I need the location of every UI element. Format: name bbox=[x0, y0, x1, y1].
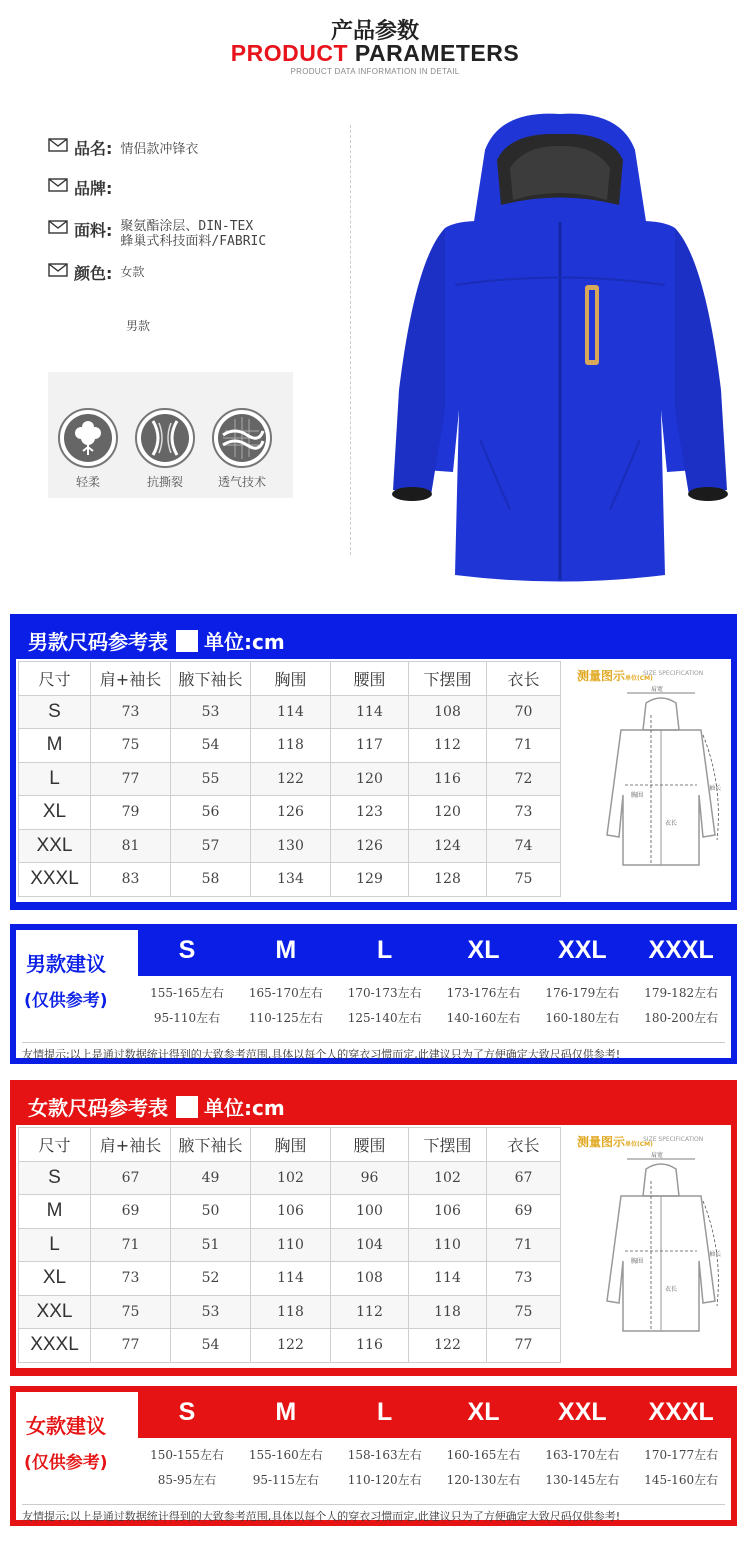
info-brand-row bbox=[48, 176, 120, 199]
measure-cell: 50 bbox=[171, 1195, 251, 1229]
men-table-title bbox=[28, 626, 285, 655]
size-cell: L bbox=[19, 762, 91, 796]
men-rec-label bbox=[16, 930, 138, 1035]
rec-size-label: XL bbox=[467, 1398, 500, 1426]
info-divider bbox=[350, 125, 351, 555]
measure-cell: 124 bbox=[409, 829, 487, 863]
measure-cell: 53 bbox=[171, 1295, 251, 1329]
rec-weight-range: 125-140左右 bbox=[347, 1011, 422, 1025]
column-header: 腰围 bbox=[331, 662, 409, 696]
diagram-unit: 单位(CM) bbox=[625, 1141, 653, 1148]
men-table-unit: 单位:cm bbox=[204, 630, 285, 654]
measure-cell: 123 bbox=[331, 796, 409, 830]
men-size-table bbox=[18, 661, 561, 897]
size-cell: S bbox=[19, 695, 91, 729]
measure-cell: 81 bbox=[91, 829, 171, 863]
envelope-icon bbox=[48, 220, 68, 234]
column-header: 肩+袖长 bbox=[91, 662, 171, 696]
measure-cell: 75 bbox=[487, 863, 561, 897]
info-fabric-row bbox=[48, 218, 266, 250]
length-label: 衣长 bbox=[665, 1286, 678, 1293]
measure-cell: 55 bbox=[171, 762, 251, 796]
size-cell: XXXL bbox=[19, 863, 91, 897]
diagram-title-text: 测量图示 bbox=[577, 1135, 626, 1149]
diagram-subtitle: SIZE SPECIFICATION bbox=[643, 670, 704, 677]
rec-size-label: L bbox=[377, 936, 393, 964]
measure-cell: 106 bbox=[251, 1195, 331, 1229]
measure-cell: 54 bbox=[171, 729, 251, 763]
rec-weight-range: 110-125左右 bbox=[248, 1011, 323, 1025]
measure-cell: 71 bbox=[487, 729, 561, 763]
diagram-unit: 单位(CM) bbox=[625, 675, 653, 682]
rec-height-range: 165-170左右 bbox=[248, 986, 323, 1000]
length-label: 衣长 bbox=[665, 820, 678, 827]
measure-cell: 71 bbox=[487, 1228, 561, 1262]
measure-cell: 75 bbox=[487, 1295, 561, 1329]
men-table-title-text: 男款尺码参考表 bbox=[28, 630, 168, 654]
envelope-icon bbox=[48, 263, 68, 277]
measure-cell: 51 bbox=[171, 1228, 251, 1262]
title-square-marker bbox=[176, 1096, 198, 1118]
column-header: 腰围 bbox=[331, 1128, 409, 1162]
women-rec-title: 女款建议 bbox=[26, 1414, 106, 1438]
men-rec-note: (仅供参考) bbox=[24, 991, 108, 1011]
section-title-en bbox=[0, 40, 750, 67]
rec-height-range: 163-170左右 bbox=[545, 1448, 620, 1462]
measure-cell: 129 bbox=[331, 863, 409, 897]
title-square-marker bbox=[176, 630, 198, 652]
measure-cell: 70 bbox=[487, 695, 561, 729]
color-label: 颜色: bbox=[74, 264, 113, 283]
feature-label: 透气技术 bbox=[217, 475, 266, 489]
feature-tear-resistant bbox=[130, 407, 200, 490]
column-header: 胸围 bbox=[251, 1128, 331, 1162]
men-size-table-panel bbox=[10, 614, 737, 910]
table-row bbox=[19, 695, 561, 729]
measure-cell: 73 bbox=[487, 796, 561, 830]
rec-weight-range: 130-145左右 bbox=[545, 1473, 620, 1487]
measure-cell: 96 bbox=[331, 1161, 409, 1195]
table-row bbox=[19, 729, 561, 763]
measure-cell: 49 bbox=[171, 1161, 251, 1195]
name-value: 情侣款冲锋衣 bbox=[120, 142, 199, 157]
measure-cell: 108 bbox=[409, 695, 487, 729]
table-row bbox=[19, 1195, 561, 1229]
measure-cell: 114 bbox=[251, 695, 331, 729]
measure-cell: 112 bbox=[409, 729, 487, 763]
women-rec-note: (仅供参考) bbox=[24, 1453, 108, 1473]
jacket-outline-icon bbox=[591, 1151, 731, 1341]
measure-cell: 120 bbox=[331, 762, 409, 796]
women-table-title-text: 女款尺码参考表 bbox=[28, 1096, 168, 1120]
measure-cell: 106 bbox=[409, 1195, 487, 1229]
cotton-icon bbox=[57, 407, 119, 469]
measure-cell: 52 bbox=[171, 1262, 251, 1296]
feature-panel bbox=[48, 372, 293, 498]
measure-cell: 77 bbox=[91, 762, 171, 796]
rec-weight-range: 95-110左右 bbox=[153, 1011, 221, 1025]
women-table-body bbox=[16, 1125, 731, 1368]
info-color-row bbox=[48, 261, 144, 284]
size-cell: M bbox=[19, 729, 91, 763]
diagram-title bbox=[577, 667, 653, 684]
measure-cell: 108 bbox=[331, 1262, 409, 1296]
measure-cell: 102 bbox=[251, 1161, 331, 1195]
measure-cell: 71 bbox=[91, 1228, 171, 1262]
table-row bbox=[19, 1329, 561, 1363]
table-row bbox=[19, 1262, 561, 1296]
measure-cell: 100 bbox=[331, 1195, 409, 1229]
measure-cell: 72 bbox=[487, 762, 561, 796]
measure-cell: 110 bbox=[409, 1228, 487, 1262]
measure-cell: 73 bbox=[91, 1262, 171, 1296]
size-cell: XXXL bbox=[19, 1329, 91, 1363]
chest-label: 胸围 bbox=[631, 792, 644, 799]
column-header: 衣长 bbox=[487, 1128, 561, 1162]
men-table-body bbox=[16, 659, 731, 902]
size-cell: M bbox=[19, 1195, 91, 1229]
measure-cell: 74 bbox=[487, 829, 561, 863]
rec-weight-range: 160-180左右 bbox=[545, 1011, 620, 1025]
info-name-row bbox=[48, 136, 198, 159]
column-header: 腋下袖长 bbox=[171, 1128, 251, 1162]
section-title-cn: 产品参数 bbox=[330, 19, 419, 44]
size-cell: XXL bbox=[19, 829, 91, 863]
table-row bbox=[19, 762, 561, 796]
women-rec-size-band bbox=[138, 1392, 731, 1438]
rec-size-label: XXL bbox=[558, 1398, 607, 1426]
measure-cell: 53 bbox=[171, 695, 251, 729]
rec-height-range: 155-165左右 bbox=[150, 986, 224, 1000]
rec-size-label: XL bbox=[467, 936, 500, 964]
feature-label: 抗撕裂 bbox=[146, 475, 183, 489]
men-rec-size-band bbox=[138, 930, 731, 976]
breathable-icon bbox=[211, 407, 273, 469]
title-word-product: PRODUCT bbox=[230, 40, 349, 66]
women-rec-tip: 友情提示:以上是通过数据统计得到的大致参考范围,具体以每个人的穿衣习惯而定,此建议只为了方便确定大致尺码仅供参考! bbox=[22, 1504, 725, 1524]
table-row bbox=[19, 1228, 561, 1262]
women-size-table bbox=[18, 1127, 561, 1363]
measure-cell: 118 bbox=[409, 1295, 487, 1329]
size-cell: XL bbox=[19, 796, 91, 830]
measure-cell: 104 bbox=[331, 1228, 409, 1262]
column-header: 胸围 bbox=[251, 662, 331, 696]
chest-label: 胸围 bbox=[631, 1258, 644, 1265]
section-subtitle: PRODUCT DATA INFORMATION IN DETAIL bbox=[290, 67, 460, 76]
feature-breathable bbox=[207, 407, 277, 490]
jacket-product-image bbox=[385, 110, 735, 585]
measure-cell: 56 bbox=[171, 796, 251, 830]
measure-cell: 77 bbox=[91, 1329, 171, 1363]
women-rec-label bbox=[16, 1392, 138, 1497]
measure-cell: 114 bbox=[331, 695, 409, 729]
measure-cell: 79 bbox=[91, 796, 171, 830]
women-measure-diagram bbox=[571, 1133, 731, 1348]
measure-cell: 116 bbox=[409, 762, 487, 796]
shoulder-label: 肩宽 bbox=[651, 1152, 664, 1159]
measure-cell: 112 bbox=[331, 1295, 409, 1329]
color-women: 女款 bbox=[120, 265, 145, 279]
measure-cell: 54 bbox=[171, 1329, 251, 1363]
measure-cell: 122 bbox=[251, 1329, 331, 1363]
men-rec-title: 男款建议 bbox=[26, 952, 106, 976]
table-header-row bbox=[19, 662, 561, 696]
measure-cell: 73 bbox=[487, 1262, 561, 1296]
column-header: 腋下袖长 bbox=[171, 662, 251, 696]
measure-cell: 75 bbox=[91, 1295, 171, 1329]
rec-size-label: S bbox=[178, 1398, 196, 1426]
rec-weight-range: 180-200左右 bbox=[644, 1011, 719, 1025]
rec-height-range: 158-163左右 bbox=[347, 1448, 422, 1462]
name-label: 品名: bbox=[74, 139, 113, 158]
rec-size-label: M bbox=[275, 1398, 297, 1426]
column-header: 肩+袖长 bbox=[91, 1128, 171, 1162]
measure-cell: 122 bbox=[251, 762, 331, 796]
measure-cell: 67 bbox=[91, 1161, 171, 1195]
measure-cell: 83 bbox=[91, 863, 171, 897]
column-header: 下摆围 bbox=[409, 1128, 487, 1162]
rec-size-label: S bbox=[178, 936, 196, 964]
measure-cell: 114 bbox=[251, 1262, 331, 1296]
measure-cell: 134 bbox=[251, 863, 331, 897]
diagram-title bbox=[577, 1133, 653, 1150]
measure-cell: 75 bbox=[91, 729, 171, 763]
brand-label: 品牌: bbox=[74, 179, 113, 198]
sleeve-label: 袖长 bbox=[709, 785, 722, 792]
measure-cell: 120 bbox=[409, 796, 487, 830]
table-row bbox=[19, 1161, 561, 1195]
rec-weight-range: 110-120左右 bbox=[347, 1473, 422, 1487]
measure-cell: 126 bbox=[251, 796, 331, 830]
measure-cell: 73 bbox=[91, 695, 171, 729]
rec-size-label: XXXL bbox=[648, 936, 714, 964]
women-size-table-panel bbox=[10, 1080, 737, 1376]
table-row bbox=[19, 796, 561, 830]
rec-height-range: 150-155左右 bbox=[150, 1448, 224, 1462]
envelope-icon bbox=[48, 178, 68, 192]
measure-cell: 102 bbox=[409, 1161, 487, 1195]
rec-height-range: 170-177左右 bbox=[644, 1448, 719, 1462]
diagram-subtitle: SIZE SPECIFICATION bbox=[643, 1136, 704, 1143]
measure-cell: 117 bbox=[331, 729, 409, 763]
measure-cell: 118 bbox=[251, 1295, 331, 1329]
measure-cell: 67 bbox=[487, 1161, 561, 1195]
rec-height-range: 176-179左右 bbox=[545, 986, 620, 1000]
measure-cell: 58 bbox=[171, 863, 251, 897]
tear-resistant-icon bbox=[134, 407, 196, 469]
rec-size-label: XXL bbox=[558, 936, 607, 964]
rec-height-range: 173-176左右 bbox=[446, 986, 521, 1000]
men-size-recommendation bbox=[10, 924, 737, 1064]
table-header-row bbox=[19, 1128, 561, 1162]
women-table-title bbox=[28, 1092, 285, 1121]
table-row bbox=[19, 1295, 561, 1329]
table-row bbox=[19, 829, 561, 863]
measure-cell: 114 bbox=[409, 1262, 487, 1296]
rec-weight-range: 85-95左右 bbox=[157, 1473, 217, 1487]
size-cell: S bbox=[19, 1161, 91, 1195]
column-header: 下摆围 bbox=[409, 662, 487, 696]
measure-cell: 116 bbox=[331, 1329, 409, 1363]
fabric-value bbox=[120, 220, 266, 250]
measure-cell: 130 bbox=[251, 829, 331, 863]
measure-cell: 57 bbox=[171, 829, 251, 863]
rec-height-range: 160-165左右 bbox=[446, 1448, 521, 1462]
jacket-outline-icon bbox=[591, 685, 731, 875]
table-row bbox=[19, 863, 561, 897]
shoulder-label: 肩宽 bbox=[651, 686, 664, 693]
measure-cell: 128 bbox=[409, 863, 487, 897]
rec-weight-range: 140-160左右 bbox=[446, 1011, 521, 1025]
rec-weight-range: 145-160左右 bbox=[644, 1473, 719, 1487]
color-men: 男款 bbox=[126, 319, 151, 333]
rec-height-range: 170-173左右 bbox=[347, 986, 422, 1000]
measure-cell: 122 bbox=[409, 1329, 487, 1363]
men-rec-body bbox=[16, 930, 731, 1061]
rec-size-label: XXXL bbox=[648, 1398, 714, 1426]
rec-weight-range: 120-130左右 bbox=[446, 1473, 521, 1487]
feature-label: 轻柔 bbox=[75, 475, 100, 489]
rec-size-label: L bbox=[377, 1398, 393, 1426]
women-rec-body bbox=[16, 1392, 731, 1523]
column-header: 尺寸 bbox=[19, 662, 91, 696]
column-header: 尺寸 bbox=[19, 1128, 91, 1162]
fabric-line-2: 蜂巢式科技面料/FABRIC bbox=[120, 233, 267, 249]
envelope-icon bbox=[48, 138, 68, 152]
sleeve-label: 袖长 bbox=[709, 1251, 722, 1258]
rec-height-range: 179-182左右 bbox=[644, 986, 719, 1000]
size-cell: XL bbox=[19, 1262, 91, 1296]
column-header: 衣长 bbox=[487, 662, 561, 696]
measure-cell: 77 bbox=[487, 1329, 561, 1363]
fabric-line-1: 聚氨酯涂层、DIN-TEX bbox=[120, 219, 254, 234]
measure-cell: 69 bbox=[91, 1195, 171, 1229]
diagram-title-text: 测量图示 bbox=[577, 669, 626, 683]
women-size-recommendation bbox=[10, 1386, 737, 1526]
size-cell: XXL bbox=[19, 1295, 91, 1329]
measure-cell: 110 bbox=[251, 1228, 331, 1262]
men-measure-diagram bbox=[571, 667, 731, 882]
measure-cell: 69 bbox=[487, 1195, 561, 1229]
rec-height-range: 155-160左右 bbox=[248, 1448, 323, 1462]
rec-size-label: M bbox=[275, 936, 297, 964]
measure-cell: 118 bbox=[251, 729, 331, 763]
size-cell: L bbox=[19, 1228, 91, 1262]
measure-cell: 126 bbox=[331, 829, 409, 863]
feature-soft bbox=[53, 407, 123, 490]
women-table-unit: 单位:cm bbox=[204, 1096, 285, 1120]
fabric-label: 面料: bbox=[74, 221, 113, 240]
rec-weight-range: 95-115左右 bbox=[252, 1473, 319, 1487]
men-rec-tip: 友情提示:以上是通过数据统计得到的大致参考范围,具体以每个人的穿衣习惯而定,此建议只为了方便确定大致尺码仅供参考! bbox=[22, 1042, 725, 1062]
title-word-parameters: PARAMETERS bbox=[354, 40, 520, 66]
